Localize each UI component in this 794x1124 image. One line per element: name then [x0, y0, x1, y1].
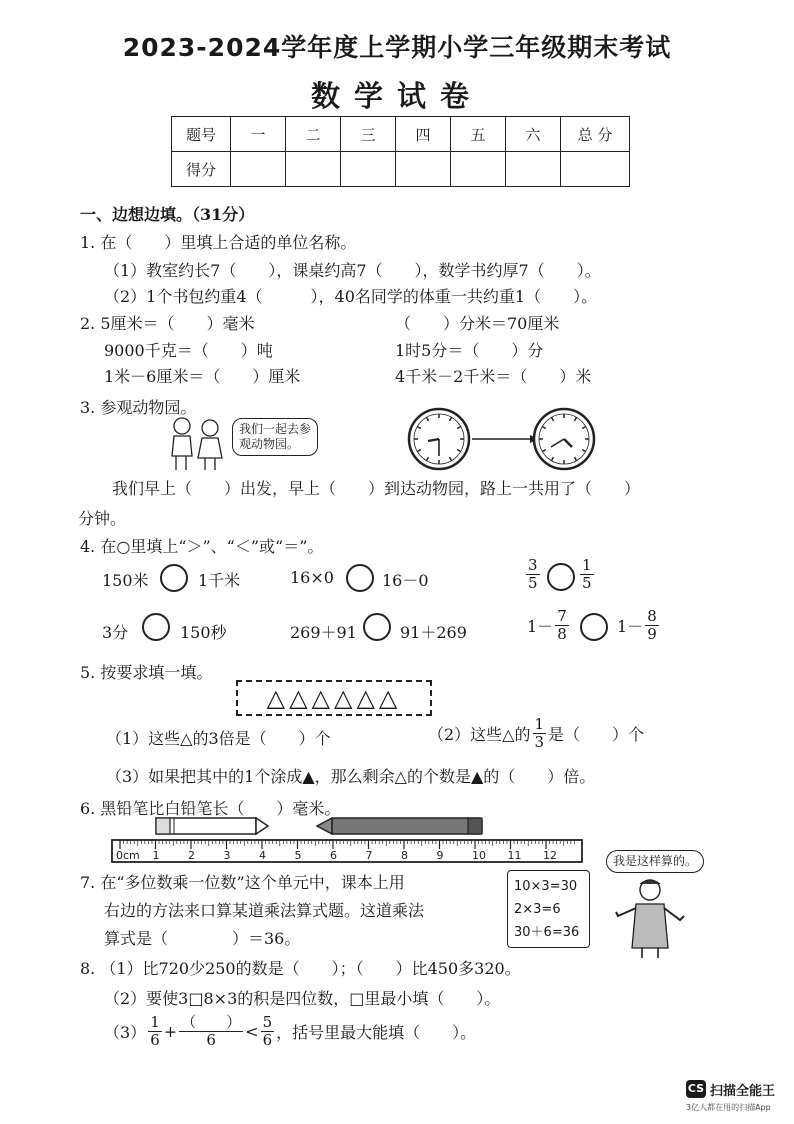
- table-cell: 四: [396, 117, 451, 152]
- q4-expr: 16×0: [290, 568, 334, 587]
- ruler-label: 8: [401, 849, 408, 862]
- q4-expr: 3分: [102, 623, 129, 642]
- denominator: 3: [534, 733, 545, 751]
- triangles-row: △△△△△△: [266, 684, 402, 712]
- ruler-label: 11: [507, 849, 522, 862]
- compare-circle[interactable]: [580, 613, 608, 641]
- q4-expr: 16－0: [382, 571, 429, 590]
- q4-expr: 1千米: [198, 571, 241, 590]
- q2-line2-left: 9000千克＝（ ）吨: [104, 341, 273, 360]
- children-illustration: [164, 412, 228, 474]
- q2-line1-left: 2. 5厘米＝（ ）毫米: [80, 314, 255, 333]
- q4-expr: 269＋91: [290, 623, 357, 642]
- q1-part-a: （1）教室约长7（ ），课桌约高7（ ），数学书约厚7（ ）。: [104, 261, 601, 280]
- compare-circle[interactable]: [160, 564, 188, 592]
- q4-stem: 4. 在○里填上“＞”、“＜”或“＝”。: [80, 537, 324, 556]
- triangles-box: [236, 680, 432, 716]
- denominator: 6: [262, 1031, 273, 1049]
- clocks-diagram: [406, 403, 596, 475]
- denominator: 5: [582, 574, 592, 592]
- denominator: 6: [206, 1031, 216, 1049]
- compare-circle[interactable]: [363, 613, 391, 641]
- ruler-label: 5: [294, 849, 302, 862]
- q2-line1-right: （ ）分米＝70厘米: [395, 314, 560, 333]
- calc-line: 2×3=6: [514, 902, 561, 917]
- compare-circle[interactable]: [142, 613, 170, 641]
- calculation-box: [507, 870, 590, 948]
- score-input-cell[interactable]: [231, 152, 286, 187]
- q4-fraction-expr: [527, 608, 571, 643]
- q7-line1: 7. 在“多位数乘一位数”这个单元中，课本上用: [80, 873, 405, 892]
- score-input-cell[interactable]: [561, 152, 630, 187]
- q5-part-b-pre: （2）这些△的: [428, 725, 531, 744]
- q8-part-a: 8. （1）比720少250的数是（ ）；（ ）比450多320。: [80, 959, 521, 978]
- ruler-label: 7: [365, 849, 373, 862]
- q4-fraction: [578, 557, 596, 592]
- numerator-blank[interactable]: （ ）: [181, 1013, 242, 1031]
- score-input-cell[interactable]: [506, 152, 561, 187]
- section-heading: 一、边想边填。（31分）: [80, 205, 255, 224]
- q4-expr: 1－: [617, 617, 644, 636]
- numerator: 1: [534, 715, 545, 733]
- q4-expr: 1－: [527, 617, 554, 636]
- q3-answer-line2: 分钟。: [78, 509, 127, 528]
- q5-part-c: （3）如果把其中的1个涂成▲，那么剩余△的个数是▲的（ ）倍。: [106, 767, 596, 786]
- table-cell: 五: [451, 117, 506, 152]
- bubble-line: 观动物园。: [239, 437, 300, 451]
- q7-line2: 右边的方法来口算某道乘法算式题。这道乘法: [104, 901, 425, 920]
- clock-start-icon: [409, 409, 469, 469]
- table-cell: 一: [231, 117, 286, 152]
- table-cell: 题号: [172, 117, 231, 152]
- q6-stem: 6. 黑铅笔比白铅笔长（ ）毫米。: [80, 799, 341, 818]
- speech-bubble: [232, 418, 318, 456]
- q5-part-b: [428, 716, 644, 751]
- numerator: 3: [528, 556, 538, 574]
- score-table-score-row: [172, 152, 630, 187]
- q1-part-b: （2）1个书包约重4（ ），40名同学的体重一共约重1（ ）。: [104, 287, 598, 306]
- q5-part-b-post: 是（ ）个: [548, 725, 645, 744]
- calc-line: 30＋6=36: [514, 925, 580, 940]
- score-input-cell[interactable]: [396, 152, 451, 187]
- numerator: 8: [647, 607, 657, 625]
- denominator: 6: [150, 1031, 160, 1049]
- ruler-label: 4: [259, 849, 266, 862]
- table-cell: 得分: [172, 152, 231, 187]
- ruler-label: 3: [223, 849, 231, 862]
- watermark-name: 扫描全能王: [710, 1084, 776, 1099]
- table-cell: 总 分: [561, 117, 630, 152]
- teacher-illustration: [614, 876, 686, 958]
- ruler-label: 1: [152, 849, 160, 862]
- camscanner-logo: CS: [686, 1080, 706, 1098]
- q2-line3-left: 1米－6厘米＝（ ）厘米: [104, 367, 301, 386]
- denominator: 5: [528, 574, 538, 592]
- q4-fraction-expr: [617, 608, 661, 643]
- q7-line3: 算式是（ ）＝36。: [104, 929, 301, 948]
- score-input-cell[interactable]: [451, 152, 506, 187]
- score-table: [171, 116, 630, 187]
- q4-expr: 91＋269: [400, 623, 467, 642]
- calc-line: 10×3=30: [514, 879, 578, 894]
- exam-subtitle: 数学试卷: [310, 79, 483, 113]
- table-cell: 二: [286, 117, 341, 152]
- q1-stem: 1. 在（ ）里填上合适的单位名称。: [80, 233, 357, 252]
- ruler-label: 6: [330, 849, 337, 862]
- q4-fraction: [524, 557, 542, 592]
- watermark-tagline: 3亿人都在用的扫描App: [686, 1103, 771, 1112]
- compare-circle[interactable]: [547, 563, 575, 591]
- q5-stem: 5. 按要求填一填。: [80, 663, 213, 682]
- ruler-label: 2: [188, 849, 195, 862]
- numerator: 5: [262, 1013, 273, 1031]
- white-pencil-icon: [156, 818, 268, 834]
- clock-end-icon: [534, 409, 594, 469]
- table-cell: 六: [506, 117, 561, 152]
- score-input-cell[interactable]: [341, 152, 396, 187]
- ruler-label: 0cm: [116, 849, 140, 862]
- q4-expr: 150米: [102, 571, 149, 590]
- ruler-label: 9: [436, 849, 444, 862]
- numerator: 1: [150, 1013, 160, 1031]
- q4-expr: 150秒: [180, 623, 227, 642]
- q5-part-a: （1）这些△的3倍是（ ）个: [106, 729, 331, 748]
- q8-part-c-pre: （3）: [104, 1023, 147, 1042]
- q2-line3-right: 4千米－2千米＝（ ）米: [395, 367, 592, 386]
- score-table-header-row: [172, 117, 630, 152]
- denominator: 9: [647, 625, 657, 643]
- ruler-label: 12: [543, 849, 557, 862]
- q8-part-c: （3） $\frac{1}{6}$ + $\frac{( )}{6}$ < $\frac{5}{6}$ ，括号里最大能填（ ）。: [104, 1013, 477, 1049]
- compare-circle[interactable]: [346, 564, 374, 592]
- score-input-cell[interactable]: [286, 152, 341, 187]
- ruler-with-pencils: [110, 814, 588, 866]
- q3-answer-line: 我们早上（ ）出发，早上（ ）到达动物园，路上一共用了（ ）: [112, 479, 641, 498]
- q3-stem: 3. 参观动物园。: [80, 398, 197, 417]
- denominator: 8: [557, 625, 567, 643]
- ruler-label: 10: [472, 849, 486, 862]
- table-cell: 三: [341, 117, 396, 152]
- exam-title: 2023-2024学年度上学期小学三年级期末考试: [122, 33, 672, 62]
- q8-part-b: （2）要使3□8×3的积是四位数，□里最小填（ ）。: [104, 989, 501, 1008]
- numerator: 7: [557, 607, 567, 625]
- q8-part-c-post: ，括号里最大能填（ ）。: [276, 1023, 477, 1042]
- q2-line2-right: 1时5分＝（ ）分: [395, 341, 544, 360]
- black-pencil-icon: [317, 818, 482, 834]
- bubble-line: 我们一起去参: [239, 422, 312, 436]
- speech-bubble: 我是这样算的。: [606, 850, 704, 873]
- numerator: 1: [582, 556, 592, 574]
